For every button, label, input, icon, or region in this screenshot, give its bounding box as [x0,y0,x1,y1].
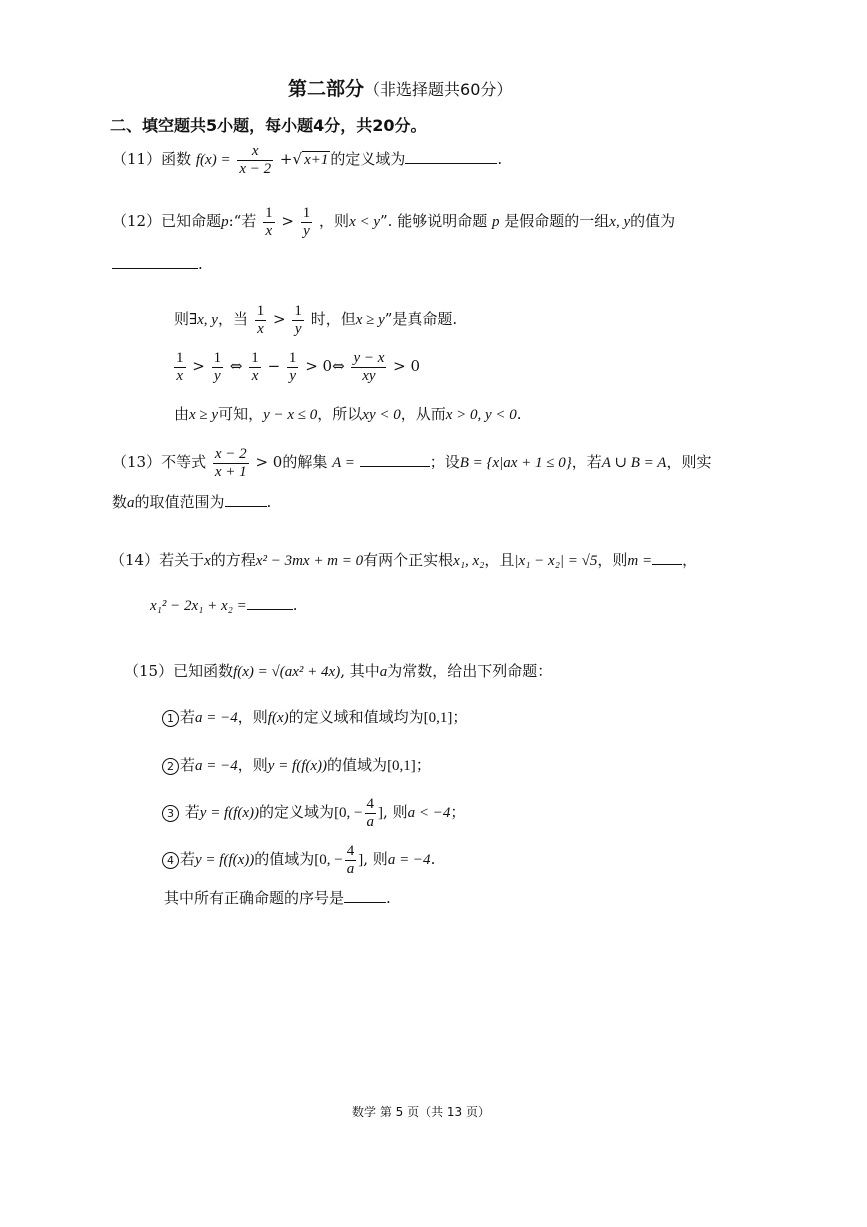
question-12: （12）已知命题p:“若 $\frac{1}{x}$ > $\frac{1}{y}$ ，则x < y”. 能够说明命题 p 是假命题的一组x, y的值为 [112,205,676,239]
answer-blank [225,492,267,507]
iff-symbol: ⇔ [229,357,243,375]
circled-number-4: 4 [162,852,179,869]
circled-number-2: 2 [162,758,179,775]
circled-number-3: 3 [162,805,179,822]
answer-blank [344,888,386,903]
part-title [288,78,512,101]
q15-final-line: 其中所有正确命题的序号是 . [164,889,391,907]
q15-item-3: 3 若y = f(f(x))的定义域为[0, − $\frac{4}{a}$ ], 则a < −4； [162,796,465,830]
circled-number-1: 1 [162,710,179,727]
part-title-note: （非选择题共60分） [364,80,513,99]
q11-fraction: $\frac{x}{x - 2}$ [239,143,272,177]
solution-line-3: 由x ≥ y可知，y − x ≤ 0，所以xy < 0，从而x > 0, y < 0. [174,405,522,423]
answer-blank [652,550,682,565]
q14-number: （14） [110,551,160,569]
section-heading: 二、填空题共5小题，每小题4分，共20分。 [110,116,427,135]
page-footer: 数学 第 5 页（共 13 页） [352,1105,490,1119]
answer-blank [405,149,497,164]
q13-number: （13） [112,453,162,471]
q11-number: （11） [112,150,162,168]
q12-answer-line: . [112,254,203,273]
q11-function: f(x) = [195,152,231,168]
q15-number: （15） [124,662,174,680]
q12-number: （12） [112,212,162,230]
q11-prefix: 函数 [161,150,192,168]
q13-line-2: 数a的取值范围为 . [112,493,272,511]
q11-suffix: 的定义域为 [330,150,406,168]
answer-blank [112,254,198,269]
solution-line-1: 则∃x, y，当 $\frac{1}{x}$ > $\frac{1}{y}$ 时，但x ≥ y”是真命题. [174,303,458,337]
question-11: （11）函数 f(x) = $\frac{x}{x - 2}$ +√ x+1 的定义域为 . [112,143,503,177]
question-13: （13）不等式 $\frac{x - 2}{x + 1}$ > 0的解集 A = ；设B = {x|ax + 1 ≤ 0}，若A ∪ B = A，则实 [112,446,712,480]
q15-item-4: 4 若y = f(f(x))的值域为[0, − $\frac{4}{a}$ ], 则a = −4. [162,843,435,877]
q12-fraction-x: $\frac{1}{x}$ [265,205,273,239]
sqrt-symbol: √ [292,150,303,168]
question-14: （14）若关于x的方程x² − 3mx + m = 0有两个正实根x₁, x₂，且|x₁ − x₂| = √5，则m = ， [110,551,698,569]
q15-item-2: 2 若a = −4，则y = f(f(x))的值域为[0,1]； [162,756,431,775]
solution-line-2: $\frac{1}{x}$ > $\frac{1}{y}$ ⇔ $\frac{1}{x}$ − $\frac{1}{y}$ > 0⇔ $\frac{y - x}{xy}$ > 0 [176,350,421,384]
q11-radicand: x+1 [304,152,329,168]
answer-blank [247,595,293,610]
part-title-main: 第二部分 [288,78,365,100]
question-15: （15）已知函数f(x) = √(ax² + 4x), 其中a为常数，给出下列命题： [124,662,553,680]
q12-fraction-y: $\frac{1}{y}$ [302,205,311,239]
q14-line-2: x₁² − 2x₁ + x₂ = . [150,596,298,614]
iff-symbol: ⇔ [332,357,345,375]
q15-item-1: 1 若a = −4，则f(x)的定义域和值域均为[0,1]； [162,708,467,727]
q13-fraction: $\frac{x - 2}{x + 1}$ [214,446,247,480]
answer-blank [360,452,430,467]
